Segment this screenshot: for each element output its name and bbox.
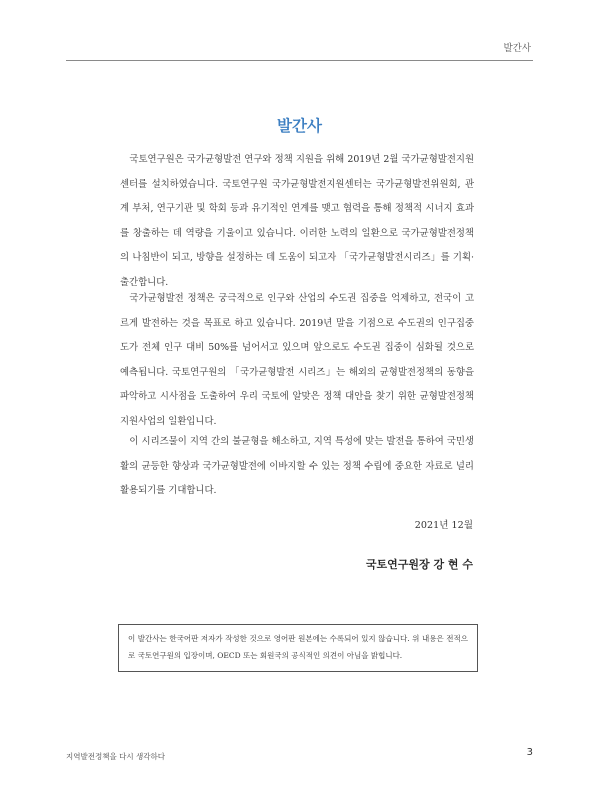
publication-date: 2021년 12월 (414, 520, 473, 531)
body-paragraph-2: 국가균형발전 정책은 궁극적으로 인구와 산업의 수도권 집중을 억제하고, 전국이 고르게 발전하는 것을 목표로 하고 있습니다. 2019년 말을 기점으로 수도권의 인구집중도가 전체 인구 대비 50%를 넘어서고 있으며 앞으로도 수도권 집중이 심화될 것으로 예측됩니다. 국토연구원의 「국가균형발전 시리즈」는 해외의 균형발전정책의 동향을 파악하고 시사점을 도출하여 우리 국토에 알맞은 정책 대안을 찾기 위한 균형발전정책 지원사업의 일환입니다. (120, 293, 474, 427)
header-divider (66, 60, 533, 61)
notice-text: 이 발간사는 한국어판 저자가 작성한 것으로 영어판 원본에는 수록되어 있지 않습니다. 위 내용은 전적으로 국토연구원의 입장이며, OECD 또는 회원국의 공식적인 의견이 아님을 밝힙니다. (128, 634, 468, 661)
body-paragraph-1: 국토연구원은 국가균형발전 연구와 정책 지원을 위해 2019년 2월 국가균형발전지원센터를 설치하였습니다. 국토연구원 국가균형발전지원센터는 국가균형발전위원회, 관계 부처, 연구기관 및 학회 등과 유기적인 연계를 맺고 협력을 통해 정책적 시너지 효과를 창출하는 데 역량을 기울이고 있습니다. 이러한 노력의 일환으로 국가균형발전정책의 나침반이 되고, 방향을 설정하는 데 도움이 되고자 「국가균형발전시리즈」를 기획·출간합니다. (120, 154, 474, 288)
notice-box (118, 624, 478, 672)
page-number: 3 (526, 747, 533, 758)
page-title: 발간사 (277, 117, 322, 135)
footer-book-title: 지역발전정책을 다시 생각하다 (66, 752, 165, 761)
body-paragraph-3: 이 시리즈물이 지역 간의 불균형을 해소하고, 지역 특성에 맞는 발전을 통하여 국민생활의 균등한 향상과 국가균형발전에 이바지할 수 있는 정책 수립에 중요한 자료로 널리 활용되기를 기대합니다. (120, 436, 474, 497)
signature: 국토연구원장 강 현 수 (365, 558, 473, 571)
running-header: 발간사 (503, 43, 531, 54)
